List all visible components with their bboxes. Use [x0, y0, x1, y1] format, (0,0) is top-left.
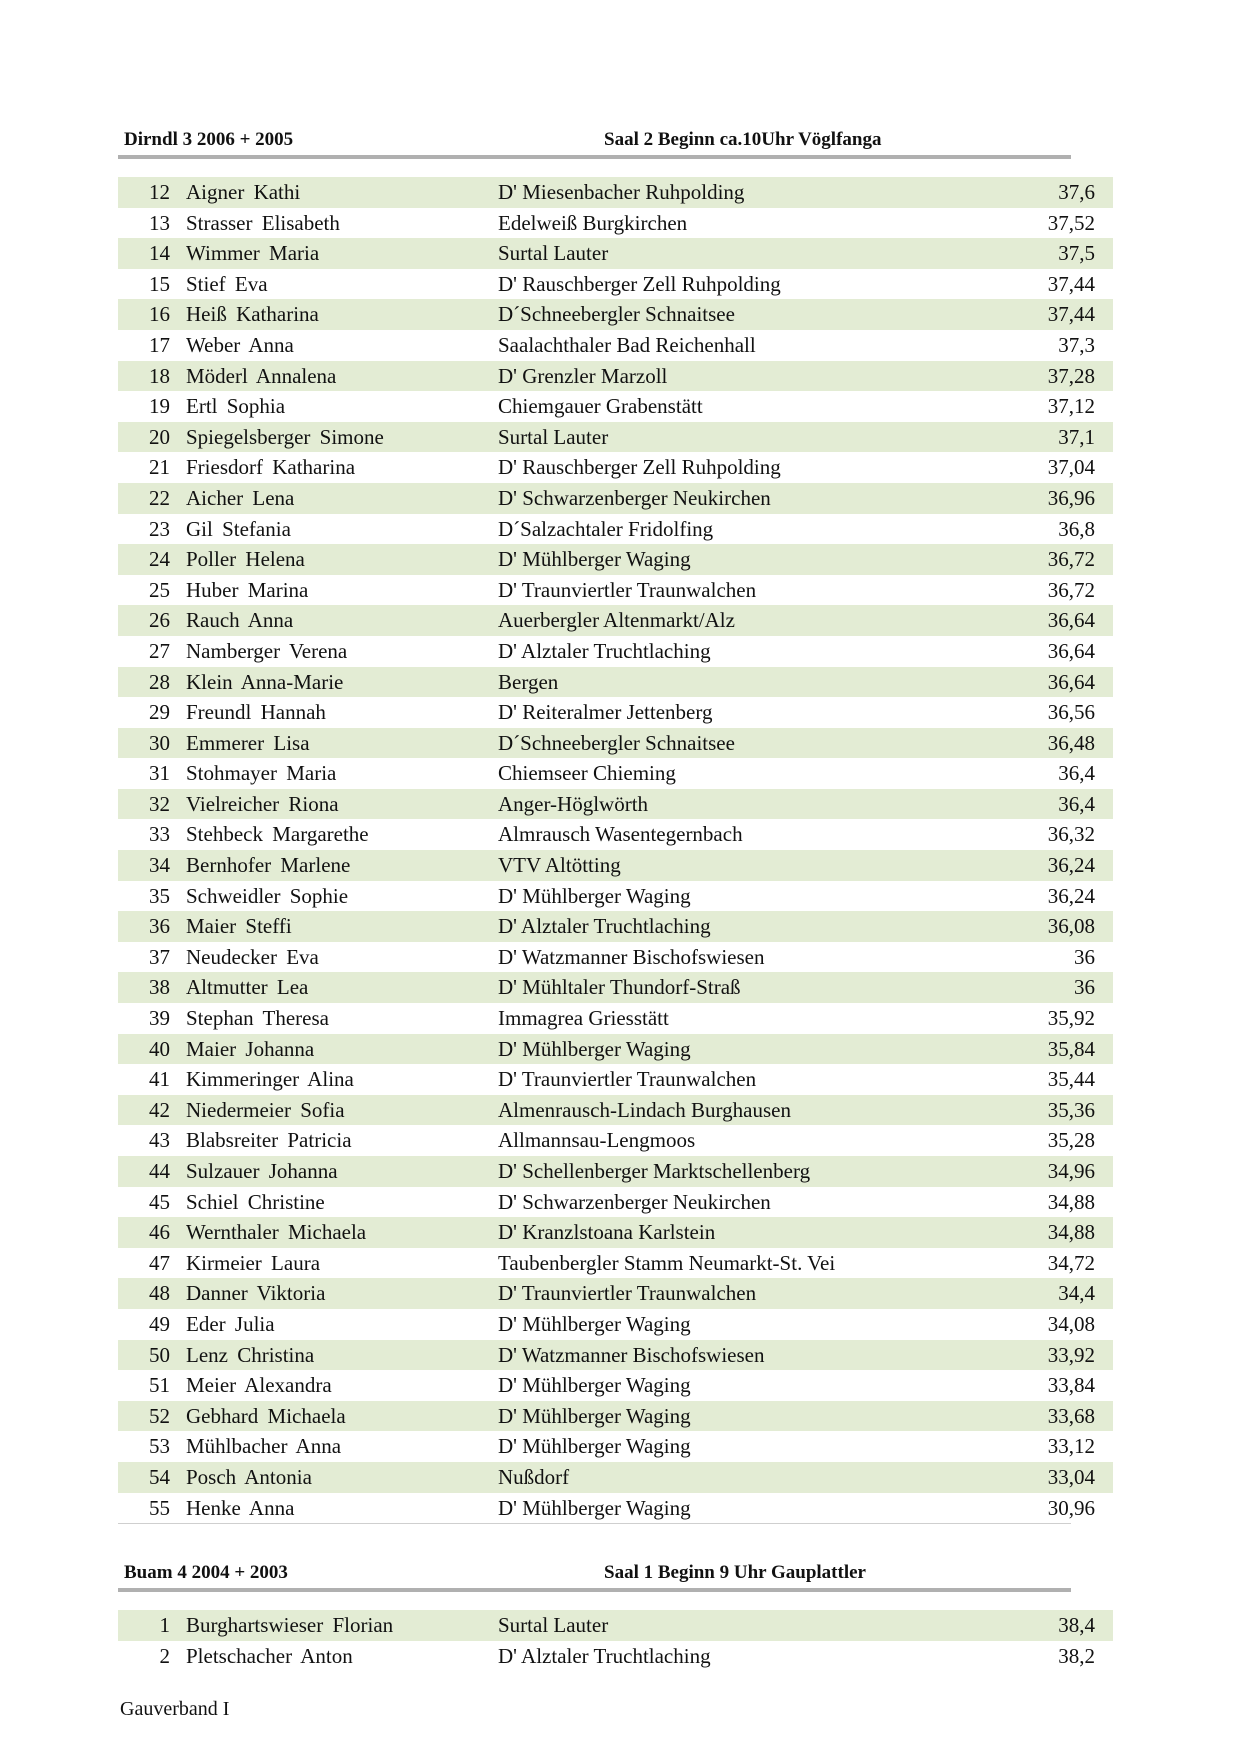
score-cell: 36,4 — [1058, 791, 1095, 816]
rank-cell: 1 — [159, 1613, 170, 1637]
rank-cell: 30 — [149, 730, 170, 755]
name-cell: Namberger Verena — [186, 638, 348, 663]
table-row — [118, 1610, 1113, 1641]
table-row — [118, 1309, 1113, 1340]
rank-cell: 33 — [149, 822, 170, 847]
score-cell: 36 — [1074, 975, 1095, 1000]
table-row — [118, 514, 1113, 545]
rank-cell: 18 — [149, 363, 170, 388]
club-cell: D´Schneebergler Schnaitsee — [498, 302, 735, 327]
name-cell: Heiß Katharina — [186, 302, 319, 327]
club-cell: D' Alztaler Truchtlaching — [498, 914, 711, 939]
name-cell: Posch Antonia — [186, 1464, 312, 1489]
name-cell: Maier Steffi — [186, 914, 292, 939]
table-row — [118, 1217, 1113, 1248]
table-row — [118, 1493, 1113, 1524]
rank-cell: 28 — [149, 669, 170, 694]
table-row — [118, 972, 1113, 1003]
table-row — [118, 1156, 1113, 1187]
table-row — [118, 391, 1113, 422]
section-info: Saal 1 Beginn 9 Uhr Gauplattler — [604, 1562, 866, 1583]
club-cell: Chiemgauer Grabenstätt — [498, 394, 703, 419]
score-cell: 37,52 — [1047, 210, 1095, 235]
table-row — [118, 422, 1113, 453]
name-cell: Stohmayer Maria — [186, 761, 337, 786]
section-title: Dirndl 3 2006 + 2005 — [124, 129, 294, 150]
table-row — [118, 1095, 1113, 1126]
score-cell: 38,2 — [1058, 1643, 1095, 1668]
table-row — [118, 544, 1113, 575]
table-row — [118, 1248, 1113, 1279]
table-row — [118, 697, 1113, 728]
name-cell: Blabsreiter Patricia — [186, 1128, 352, 1153]
score-cell: 34,4 — [1058, 1281, 1095, 1306]
score-cell: 36,72 — [1047, 577, 1095, 602]
table-row — [118, 911, 1113, 942]
score-cell: 36,24 — [1047, 883, 1095, 908]
section-header — [118, 1562, 1113, 1592]
score-cell: 36 — [1074, 944, 1095, 969]
rank-cell: 22 — [149, 485, 170, 510]
table-end-divider — [118, 1523, 1071, 1524]
score-cell: 37,44 — [1047, 302, 1095, 327]
club-cell: Edelweiß Burgkirchen — [498, 210, 688, 235]
rank-cell: 2 — [159, 1643, 170, 1668]
name-cell: Pletschacher Anton — [186, 1643, 353, 1668]
table-row — [118, 208, 1113, 239]
club-cell: Anger-Höglwörth — [498, 791, 649, 816]
score-cell: 36,8 — [1058, 516, 1095, 541]
rank-cell: 44 — [149, 1159, 170, 1183]
club-cell: D' Mühlberger Waging — [498, 1311, 691, 1336]
table-row — [118, 299, 1113, 330]
club-cell: Saalachthaler Bad Reichenhall — [498, 332, 756, 357]
section-info: Saal 2 Beginn ca.10Uhr Vöglfanga — [604, 129, 882, 150]
score-cell: 35,44 — [1047, 1067, 1095, 1092]
name-cell: Neudecker Eva — [186, 944, 319, 969]
name-cell: Friesdorf Katharina — [186, 455, 356, 480]
table-row — [118, 361, 1113, 392]
name-cell: Kirmeier Laura — [186, 1250, 321, 1275]
name-cell: Stehbeck Margarethe — [186, 822, 369, 847]
name-cell: Danner Viktoria — [186, 1281, 326, 1306]
table-row — [118, 1431, 1113, 1462]
name-cell: Sulzauer Johanna — [186, 1159, 338, 1183]
club-cell: D' Rauschberger Zell Ruhpolding — [498, 271, 781, 296]
club-cell: Chiemseer Chieming — [498, 761, 676, 786]
table-row — [118, 605, 1113, 636]
rank-cell: 40 — [149, 1036, 170, 1061]
results-section-dirndl3 — [118, 129, 1113, 1524]
rank-cell: 14 — [149, 241, 170, 266]
score-cell: 33,04 — [1047, 1464, 1095, 1489]
rank-cell: 48 — [149, 1281, 170, 1306]
table-row — [118, 1187, 1113, 1218]
rank-cell: 39 — [149, 1006, 170, 1031]
score-cell: 34,88 — [1047, 1189, 1095, 1214]
rank-cell: 53 — [149, 1434, 170, 1459]
name-cell: Altmutter Lea — [186, 975, 309, 1000]
club-cell: D´Salzachtaler Fridolfing — [498, 516, 714, 541]
club-cell: D' Mühlberger Waging — [498, 1036, 691, 1061]
club-cell: D' Traunviertler Traunwalchen — [498, 1281, 757, 1306]
section-title: Buam 4 2004 + 2003 — [124, 1562, 288, 1583]
club-cell: Taubenbergler Stamm Neumarkt-St. Vei — [498, 1250, 836, 1275]
rank-cell: 29 — [149, 700, 170, 725]
score-cell: 37,44 — [1047, 271, 1095, 296]
table-row — [118, 1125, 1113, 1156]
rank-cell: 47 — [149, 1250, 170, 1275]
name-cell: Freundl Hannah — [186, 700, 326, 725]
score-cell: 33,92 — [1047, 1342, 1095, 1367]
table-row — [118, 758, 1113, 789]
score-cell: 34,72 — [1047, 1250, 1095, 1275]
rank-cell: 24 — [149, 547, 170, 572]
club-cell: D' Mühltaler Thundorf-Straß — [498, 975, 741, 1000]
club-cell: Almenrausch-Lindach Burghausen — [498, 1097, 791, 1122]
rank-cell: 19 — [149, 394, 170, 419]
rank-cell: 15 — [149, 271, 170, 296]
name-cell: Gebhard Michaela — [186, 1403, 346, 1428]
rank-cell: 46 — [149, 1220, 170, 1245]
table-row — [118, 269, 1113, 300]
score-cell: 34,08 — [1047, 1311, 1095, 1336]
results-section-buam4 — [118, 1562, 1113, 1671]
score-cell: 37,5 — [1058, 241, 1095, 266]
results-table — [118, 177, 1113, 1523]
club-cell: D' Miesenbacher Ruhpolding — [498, 180, 745, 204]
name-cell: Burghartswieser Florian — [186, 1613, 394, 1637]
table-row — [118, 728, 1113, 759]
club-cell: D´Schneebergler Schnaitsee — [498, 730, 735, 755]
score-cell: 37,12 — [1047, 394, 1095, 419]
club-cell: D' Reiteralmer Jettenberg — [498, 700, 713, 725]
name-cell: Gil Stefania — [186, 516, 291, 541]
rank-cell: 25 — [149, 577, 170, 602]
table-row — [118, 452, 1113, 483]
rank-cell: 43 — [149, 1128, 170, 1153]
score-cell: 36,56 — [1047, 700, 1095, 725]
club-cell: D' Mühlberger Waging — [498, 1495, 691, 1520]
name-cell: Eder Julia — [186, 1311, 275, 1336]
table-row — [118, 483, 1113, 514]
table-row — [118, 177, 1113, 208]
score-cell: 37,6 — [1058, 180, 1095, 204]
club-cell: D' Schellenberger Marktschellenberg — [498, 1159, 811, 1183]
rank-cell: 21 — [149, 455, 170, 480]
name-cell: Aicher Lena — [186, 485, 295, 510]
rank-cell: 38 — [149, 975, 170, 1000]
club-cell: D' Schwarzenberger Neukirchen — [498, 1189, 771, 1214]
score-cell: 36,64 — [1047, 638, 1095, 663]
table-row — [118, 819, 1113, 850]
name-cell: Niedermeier Sofia — [186, 1097, 345, 1122]
table-row — [118, 1340, 1113, 1371]
section-divider — [118, 1588, 1071, 1592]
score-cell: 36,32 — [1047, 822, 1095, 847]
score-cell: 30,96 — [1047, 1495, 1095, 1520]
club-cell: Nußdorf — [498, 1464, 570, 1489]
rank-cell: 17 — [149, 332, 170, 357]
rank-cell: 49 — [149, 1311, 170, 1336]
club-cell: D' Alztaler Truchtlaching — [498, 638, 711, 663]
name-cell: Meier Alexandra — [186, 1373, 332, 1398]
rank-cell: 31 — [149, 761, 170, 786]
score-cell: 36,4 — [1058, 761, 1095, 786]
club-cell: VTV Altötting — [498, 853, 621, 878]
club-cell: D' Grenzler Marzoll — [498, 363, 668, 388]
name-cell: Möderl Annalena — [186, 363, 337, 388]
table-row — [118, 881, 1113, 912]
score-cell: 36,48 — [1047, 730, 1095, 755]
club-cell: Surtal Lauter — [498, 424, 609, 449]
score-cell: 35,84 — [1047, 1036, 1095, 1061]
rank-cell: 37 — [149, 944, 170, 969]
table-row — [118, 1278, 1113, 1309]
rank-cell: 23 — [149, 516, 170, 541]
rank-cell: 35 — [149, 883, 170, 908]
club-cell: D' Mühlberger Waging — [498, 1373, 691, 1398]
section-divider — [118, 155, 1071, 159]
score-cell: 35,92 — [1047, 1006, 1095, 1031]
club-cell: D' Traunviertler Traunwalchen — [498, 1067, 757, 1092]
name-cell: Emmerer Lisa — [186, 730, 310, 755]
name-cell: Schweidler Sophie — [186, 883, 349, 908]
club-cell: D' Watzmanner Bischofswiesen — [498, 944, 765, 969]
table-row — [118, 789, 1113, 820]
rank-cell: 54 — [149, 1464, 170, 1489]
name-cell: Aigner Kathi — [186, 180, 301, 204]
club-cell: D' Alztaler Truchtlaching — [498, 1643, 711, 1668]
name-cell: Vielreicher Riona — [186, 791, 339, 816]
table-row — [118, 1462, 1113, 1493]
table-row — [118, 942, 1113, 973]
score-cell: 36,24 — [1047, 853, 1095, 878]
name-cell: Bernhofer Marlene — [186, 853, 351, 878]
club-cell: D' Rauschberger Zell Ruhpolding — [498, 455, 781, 480]
table-row — [118, 575, 1113, 606]
table-row — [118, 850, 1113, 881]
rank-cell: 41 — [149, 1067, 170, 1092]
score-cell: 36,96 — [1047, 485, 1095, 510]
score-cell: 33,68 — [1047, 1403, 1095, 1428]
score-cell: 36,72 — [1047, 547, 1095, 572]
club-cell: D' Watzmanner Bischofswiesen — [498, 1342, 765, 1367]
table-row — [118, 1370, 1113, 1401]
name-cell: Stief Eva — [186, 271, 268, 296]
rank-cell: 55 — [149, 1495, 170, 1520]
score-cell: 36,08 — [1047, 914, 1095, 939]
name-cell: Huber Marina — [186, 577, 309, 602]
rank-cell: 42 — [149, 1097, 170, 1122]
table-row — [118, 667, 1113, 698]
score-cell: 37,28 — [1047, 363, 1095, 388]
rank-cell: 12 — [149, 180, 170, 204]
club-cell: Auerbergler Altenmarkt/Alz — [498, 608, 735, 633]
section-header — [118, 129, 1113, 159]
table-row — [118, 1064, 1113, 1095]
score-cell: 35,36 — [1047, 1097, 1095, 1122]
rank-cell: 26 — [149, 608, 170, 633]
name-cell: Weber Anna — [186, 332, 294, 357]
club-cell: D' Kranzlstoana Karlstein — [498, 1220, 716, 1245]
table-row — [118, 1034, 1113, 1065]
club-cell: D' Mühlberger Waging — [498, 1403, 691, 1428]
table-row — [118, 330, 1113, 361]
table-row — [118, 238, 1113, 269]
score-cell: 33,12 — [1047, 1434, 1095, 1459]
score-cell: 35,28 — [1047, 1128, 1095, 1153]
club-cell: Surtal Lauter — [498, 241, 609, 266]
score-cell: 34,88 — [1047, 1220, 1095, 1245]
name-cell: Kimmeringer Alina — [186, 1067, 354, 1092]
rank-cell: 52 — [149, 1403, 170, 1428]
name-cell: Lenz Christina — [186, 1342, 315, 1367]
table-row — [118, 1003, 1113, 1034]
table-row — [118, 1401, 1113, 1432]
rank-cell: 32 — [149, 791, 170, 816]
score-cell: 34,96 — [1047, 1159, 1095, 1183]
rank-cell: 16 — [149, 302, 170, 327]
club-cell: Immagrea Griesstätt — [498, 1006, 669, 1031]
club-cell: D' Mühlberger Waging — [498, 883, 691, 908]
club-cell: D' Traunviertler Traunwalchen — [498, 577, 757, 602]
club-cell: Surtal Lauter — [498, 1613, 609, 1637]
name-cell: Henke Anna — [186, 1495, 295, 1520]
name-cell: Ertl Sophia — [186, 394, 286, 419]
rank-cell: 20 — [149, 424, 170, 449]
score-cell: 37,04 — [1047, 455, 1095, 480]
rank-cell: 27 — [149, 638, 170, 663]
table-row — [118, 1641, 1113, 1672]
score-cell: 33,84 — [1047, 1373, 1095, 1398]
results-table — [118, 1610, 1113, 1671]
rank-cell: 50 — [149, 1342, 170, 1367]
club-cell: Almrausch Wasentegernbach — [498, 822, 743, 847]
name-cell: Rauch Anna — [186, 608, 294, 633]
name-cell: Wimmer Maria — [186, 241, 320, 266]
club-cell: D' Mühlberger Waging — [498, 1434, 691, 1459]
rank-cell: 45 — [149, 1189, 170, 1214]
name-cell: Klein Anna-Marie — [186, 669, 344, 694]
club-cell: Allmannsau-Lengmoos — [498, 1128, 696, 1153]
club-cell: D' Schwarzenberger Neukirchen — [498, 485, 771, 510]
score-cell: 36,64 — [1047, 669, 1095, 694]
name-cell: Strasser Elisabeth — [186, 210, 340, 235]
name-cell: Maier Johanna — [186, 1036, 315, 1061]
score-cell: 36,64 — [1047, 608, 1095, 633]
page-footer: Gauverband I — [120, 1698, 230, 1720]
name-cell: Schiel Christine — [186, 1189, 325, 1214]
club-cell: Bergen — [498, 669, 559, 694]
rank-cell: 34 — [149, 853, 170, 878]
score-cell: 38,4 — [1058, 1613, 1095, 1637]
rank-cell: 51 — [149, 1373, 170, 1398]
score-cell: 37,1 — [1058, 424, 1095, 449]
rank-cell: 13 — [149, 210, 170, 235]
table-row — [118, 636, 1113, 667]
name-cell: Mühlbacher Anna — [186, 1434, 342, 1459]
name-cell: Spiegelsberger Simone — [186, 424, 384, 449]
name-cell: Wernthaler Michaela — [186, 1220, 367, 1245]
score-cell: 37,3 — [1058, 332, 1095, 357]
name-cell: Stephan Theresa — [186, 1006, 329, 1031]
rank-cell: 36 — [149, 914, 170, 939]
club-cell: D' Mühlberger Waging — [498, 547, 691, 572]
name-cell: Poller Helena — [186, 547, 305, 572]
